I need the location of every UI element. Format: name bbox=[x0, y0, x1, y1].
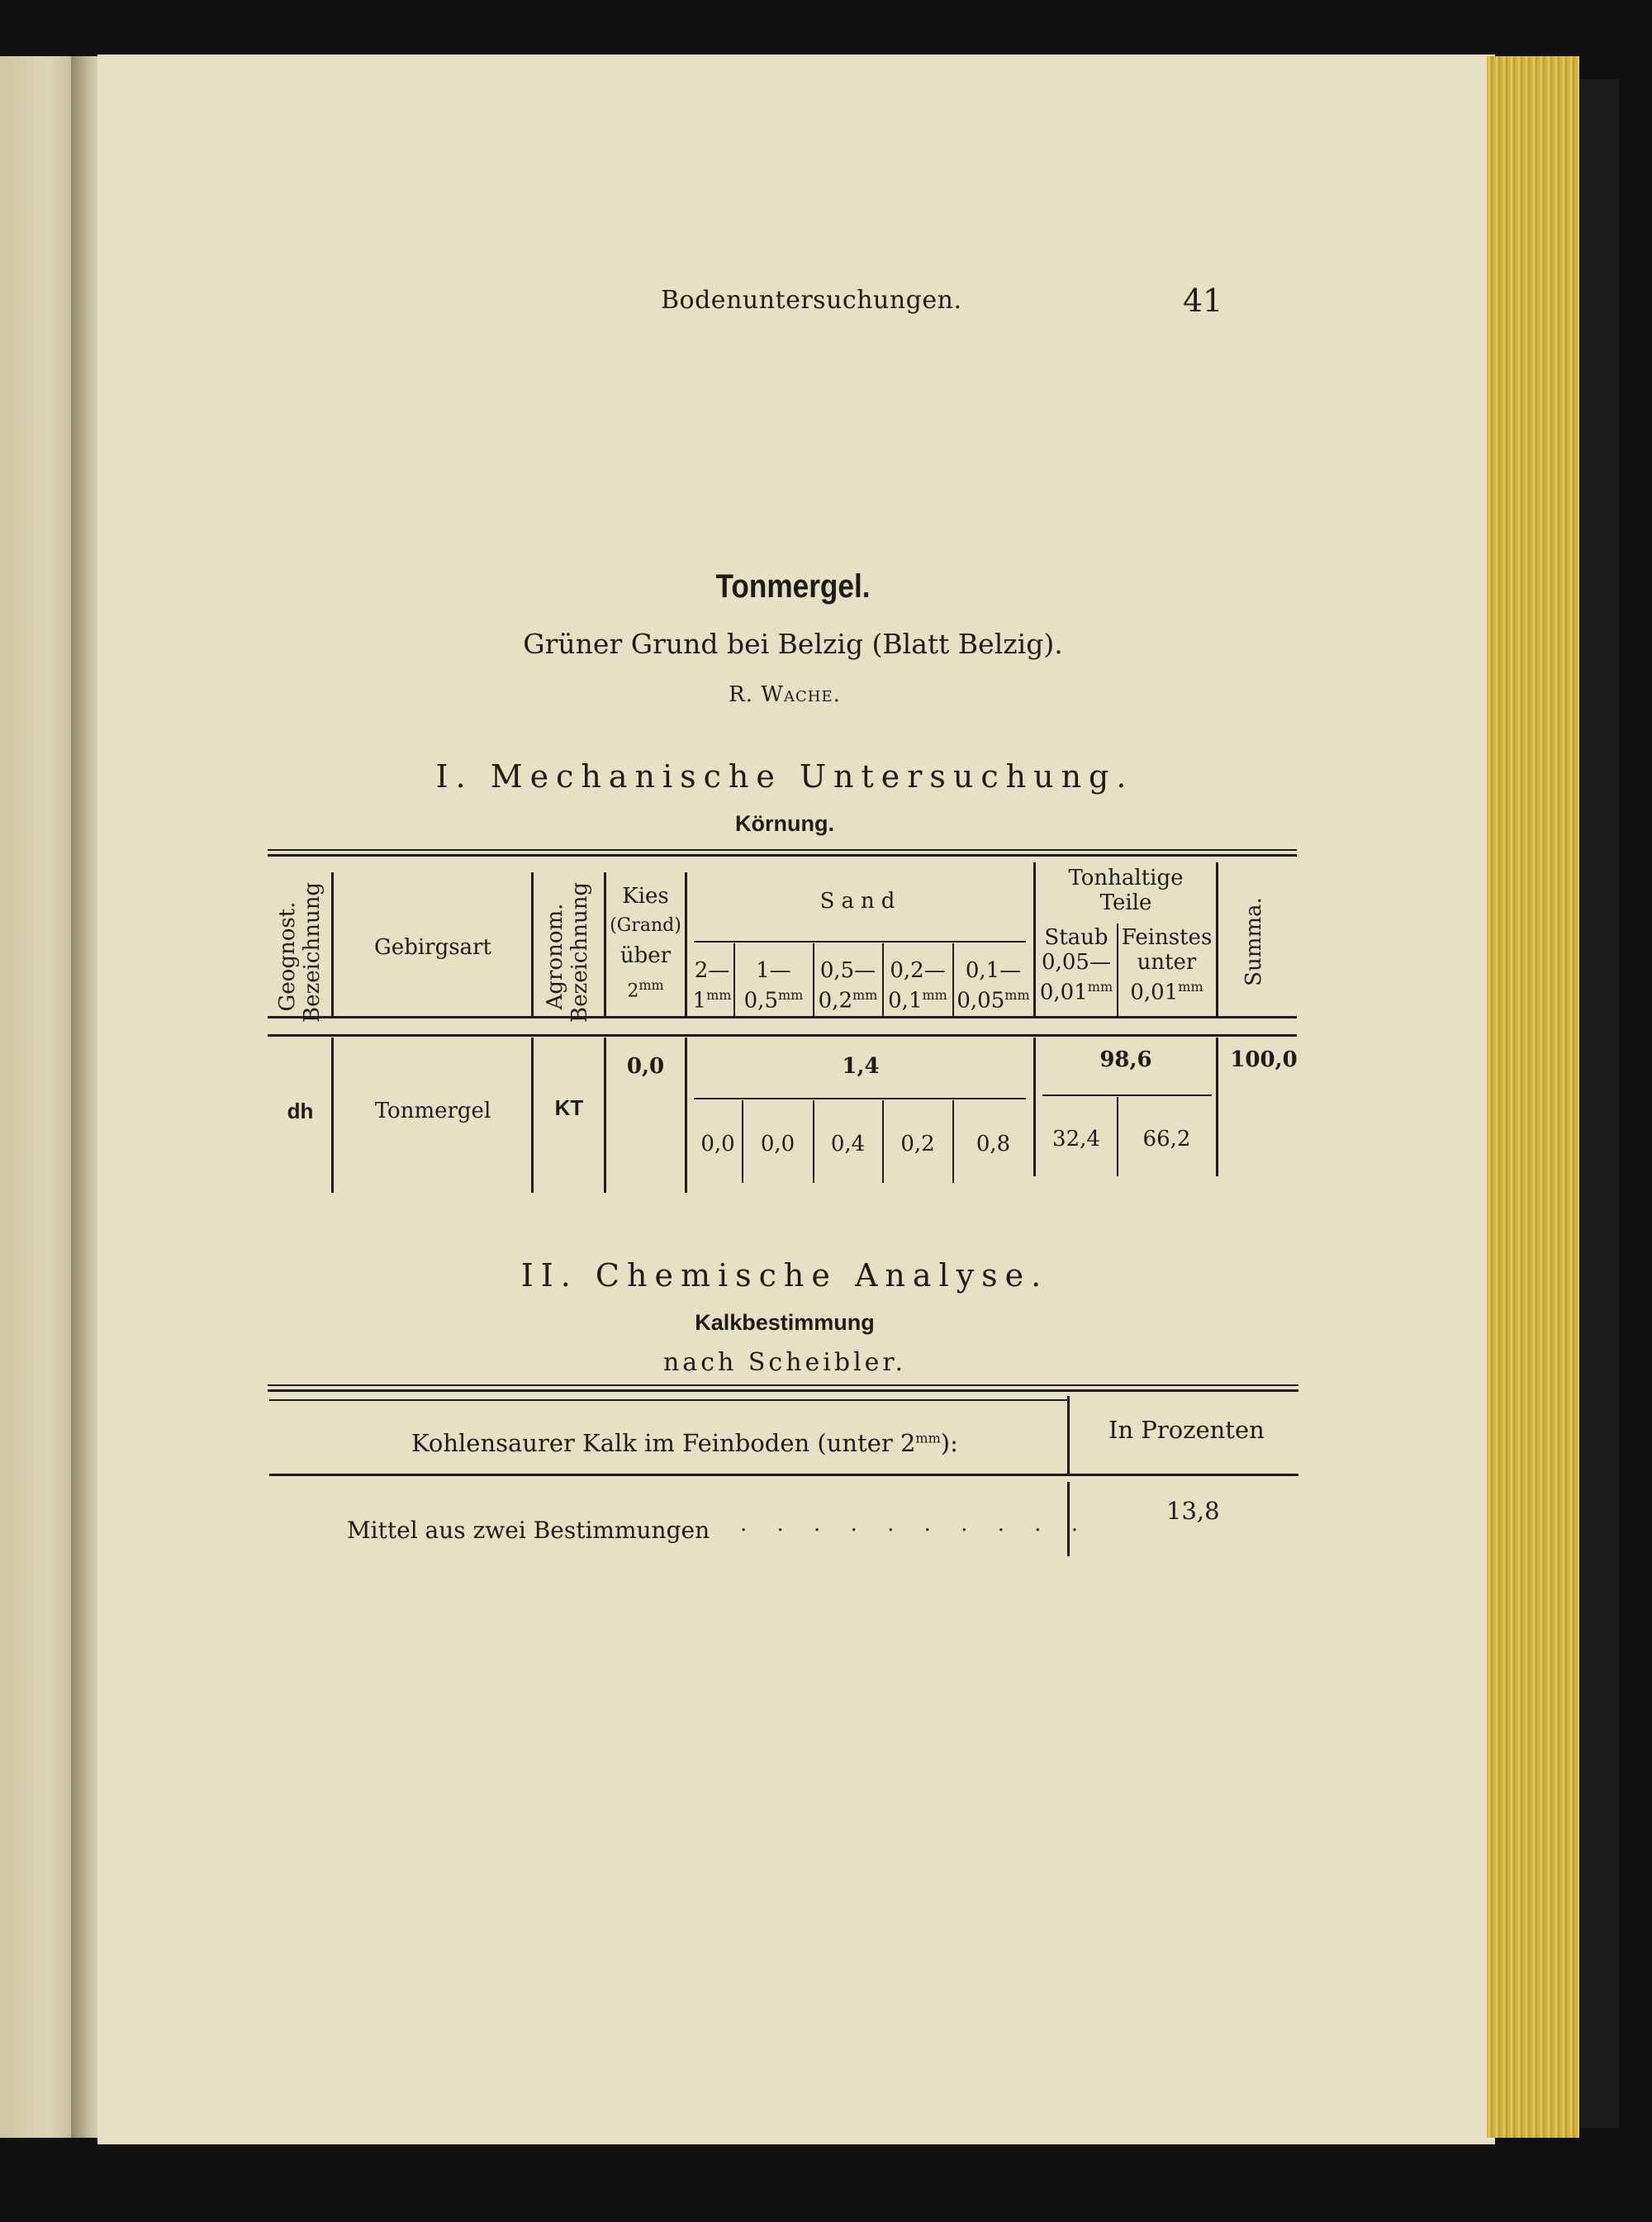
tonhaltige-header-line1: Tonhaltige bbox=[1068, 866, 1184, 890]
sand-fraction-bottom: 1 bbox=[692, 988, 707, 1014]
mittel-row-label: Mittel aus zwei Bestimmungen bbox=[347, 1517, 710, 1544]
geognost-header-line2: Bezeichnung bbox=[300, 881, 325, 1023]
sand-value-rule bbox=[694, 1098, 1026, 1099]
author: R. Wache. bbox=[729, 682, 841, 707]
sand-fraction-value: 0,4 bbox=[830, 1132, 866, 1156]
kies-header-line4 bbox=[606, 973, 685, 1004]
gebirgsart-header: Gebirgsart bbox=[374, 935, 491, 960]
table-top-rule bbox=[268, 854, 1297, 857]
staub-header-line2: 0,05— bbox=[1042, 950, 1111, 975]
kalk-percent-value: 13,8 bbox=[1166, 1497, 1220, 1525]
unit-mm: mm bbox=[915, 1430, 941, 1446]
agronom-header-line2: Bezeichnung bbox=[567, 881, 592, 1023]
feinstes-size: 0,01 bbox=[1130, 980, 1179, 1005]
agronom-value: KT bbox=[554, 1095, 584, 1120]
table-top-rule bbox=[268, 1384, 1298, 1386]
summa-header: Summa. bbox=[1241, 897, 1266, 986]
unit-mm: mm bbox=[638, 977, 664, 993]
sand-total-value: 1,4 bbox=[842, 1054, 880, 1079]
staub-size: 0,01 bbox=[1039, 980, 1088, 1005]
sand-fraction-top: 1— bbox=[756, 958, 791, 983]
staub-value: 32,4 bbox=[1052, 1127, 1100, 1151]
column-divider bbox=[685, 1037, 687, 1193]
unit-mm: mm bbox=[1087, 979, 1113, 995]
agronom-header-line1: Agronom. bbox=[543, 903, 567, 1010]
sand-fraction-top: 0,2— bbox=[890, 958, 946, 983]
section1-heading: I. Mechanische Untersuchung. bbox=[435, 758, 1134, 795]
feinstes-value: 66,2 bbox=[1142, 1127, 1191, 1151]
unit-mm: mm bbox=[1004, 987, 1030, 1003]
column-divider bbox=[531, 872, 534, 1016]
unit-mm: mm bbox=[1178, 979, 1203, 995]
ton-value-rule bbox=[1042, 1094, 1212, 1096]
sand-fraction-bottom: 0,1 bbox=[888, 988, 923, 1014]
kies-header-line3: über bbox=[620, 943, 672, 968]
section1-subheading: Körnung. bbox=[735, 811, 834, 836]
sand-fraction-value: 0,8 bbox=[976, 1132, 1011, 1156]
sand-fraction-top: 2— bbox=[694, 958, 730, 983]
sand-fraction-value: 0,2 bbox=[900, 1132, 935, 1156]
kalk-label-text: Kohlensaurer Kalk im Feinboden (unter 2 bbox=[411, 1429, 916, 1457]
page-edges bbox=[1487, 56, 1579, 2138]
column-divider bbox=[331, 1037, 334, 1193]
table-top-rule bbox=[268, 849, 1297, 851]
tonhaltige-header bbox=[1036, 866, 1216, 915]
kalk-label-end: ): bbox=[940, 1429, 958, 1457]
ton-total-value: 98,6 bbox=[1099, 1047, 1152, 1072]
table-top-rule bbox=[268, 1389, 1298, 1392]
kies-value: 0,0 bbox=[626, 1054, 665, 1079]
column-divider bbox=[1067, 1396, 1070, 1474]
geognost-header bbox=[275, 881, 325, 1023]
kalk-column-label bbox=[411, 1429, 958, 1457]
unit-mm: mm bbox=[852, 987, 878, 1003]
sand-fraction-header bbox=[883, 958, 952, 1014]
header-bottom-rule bbox=[269, 1474, 1298, 1476]
section2-subheading: Kalkbestimmung bbox=[695, 1310, 875, 1335]
sand-fraction-header bbox=[734, 958, 813, 1014]
location-subtitle: Grüner Grund bei Belzig (Blatt Belzig). bbox=[523, 628, 1063, 660]
sand-fraction-bottom: 0,05 bbox=[957, 988, 1005, 1014]
sand-fraction-value: 0,0 bbox=[760, 1132, 795, 1156]
staub-header-line1: Staub bbox=[1044, 925, 1108, 950]
unit-mm: mm bbox=[778, 987, 804, 1003]
sand-fraction-bottom: 0,5 bbox=[743, 988, 778, 1014]
feinstes-header-line1: Feinstes bbox=[1121, 925, 1213, 950]
table-top-rule bbox=[269, 1399, 1069, 1401]
sand-fraction-top: 0,1— bbox=[965, 958, 1022, 983]
geognost-value: dh bbox=[287, 1099, 314, 1123]
agronom-header bbox=[543, 881, 592, 1023]
kies-header-line2: (Grand) bbox=[610, 915, 681, 936]
column-divider bbox=[531, 1037, 534, 1193]
gebirgsart-value: Tonmergel bbox=[374, 1099, 491, 1123]
book-cover-edge bbox=[1579, 79, 1619, 2128]
sand-fraction-header bbox=[814, 958, 882, 1014]
running-head: Bodenuntersuchungen. bbox=[661, 286, 962, 315]
column-divider bbox=[1216, 862, 1218, 1016]
column-divider bbox=[685, 872, 687, 1016]
unit-mm: mm bbox=[922, 987, 947, 1003]
section2-heading: II. Chemische Analyse. bbox=[520, 1257, 1049, 1294]
prozent-column-label: In Prozenten bbox=[1108, 1416, 1265, 1444]
sand-fraction-top: 0,5— bbox=[819, 958, 876, 983]
sand-header: Sand bbox=[819, 889, 902, 914]
kies-header bbox=[606, 884, 685, 1004]
sand-fraction-header bbox=[691, 958, 733, 1014]
sand-subheader-rule bbox=[694, 941, 1026, 942]
header-bottom-rule bbox=[268, 1016, 1297, 1018]
unit-mm: mm bbox=[706, 987, 732, 1003]
geognost-header-line1: Geognost. bbox=[275, 901, 300, 1012]
feinstes-header-line2: unter bbox=[1137, 950, 1197, 975]
sand-fraction-header bbox=[953, 958, 1033, 1014]
kies-header-line1: Kies bbox=[622, 884, 669, 909]
leader-dots: . . . . . . . . . . bbox=[740, 1512, 1090, 1536]
summa-value: 100,0 bbox=[1230, 1047, 1298, 1072]
tonhaltige-header-line2: Teile bbox=[1099, 890, 1152, 915]
staub-header bbox=[1036, 925, 1117, 1005]
kies-size: 2 bbox=[627, 980, 639, 1002]
section2-method: nach Scheibler. bbox=[662, 1348, 907, 1377]
page-title: Tonmergel. bbox=[715, 568, 871, 605]
feinstes-header bbox=[1118, 925, 1216, 1005]
column-divider bbox=[331, 872, 334, 1016]
sand-fraction-value: 0,0 bbox=[700, 1132, 735, 1156]
page-number: 41 bbox=[1183, 282, 1223, 319]
column-divider bbox=[1216, 1037, 1218, 1176]
sand-fraction-bottom: 0,2 bbox=[818, 988, 852, 1014]
body-top-rule bbox=[268, 1034, 1297, 1037]
